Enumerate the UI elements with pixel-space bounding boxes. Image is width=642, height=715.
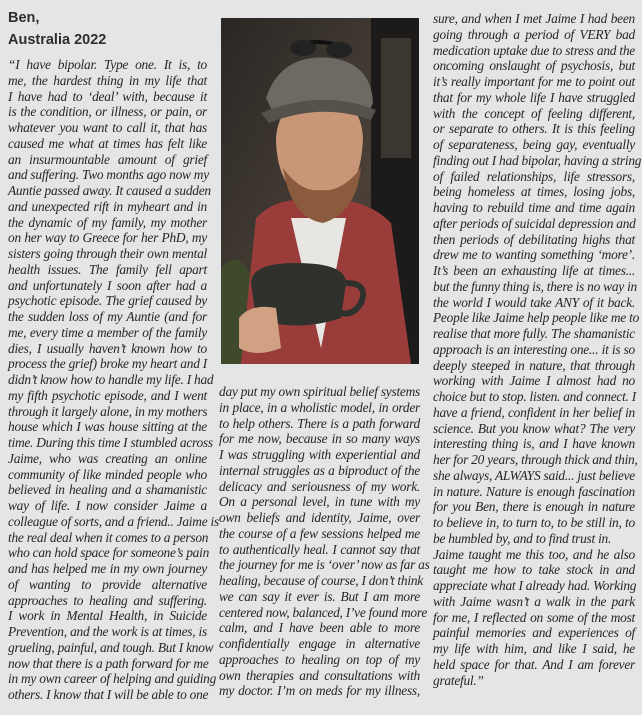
text-line: confidentially engage in alternative (219, 636, 420, 651)
text-line: me, the hardest thing in my life that (8, 72, 207, 88)
text-line: in my own career of helping and guiding (8, 671, 217, 687)
paragraph (433, 11, 642, 547)
text-line: of separateness, being gay, eventually (433, 137, 635, 152)
text-line: healing, because of course, I don’t think (219, 573, 423, 588)
text-line: grateful.” (433, 672, 484, 688)
text-line: we can say it ever is. But I am more (219, 588, 420, 604)
text-line: having to rebuild time and time again (433, 200, 635, 215)
text-line: approach is an interesting one... it is so (433, 341, 635, 357)
text-line: and has helped me in my own journey (8, 561, 207, 576)
text-column-3 (433, 11, 642, 688)
testimonial-author: Ben, (8, 10, 40, 26)
text-line: through it largely alone, in my mothers (8, 403, 208, 419)
text-line: own therapies and consultations with (219, 667, 420, 683)
text-line: I work in Mental Health, in Suicide (8, 608, 207, 624)
text-line: others. I know that I will be able to one (8, 687, 209, 702)
text-line: Jaime taught me this too, and he also (433, 546, 635, 562)
text-line: approaches to healing on top of my (219, 651, 420, 667)
text-line: sure, and when I met Jaime I had been (433, 11, 635, 26)
text-line: People like Jaime help people like me to (433, 310, 640, 326)
text-line: Prevention, and the work is at times, is (8, 624, 207, 639)
text-line: have a friend, confident in her belief in (433, 404, 635, 420)
text-line: held space for that. And I am forever (433, 656, 635, 672)
text-line: the world I would take ANY of it back. (433, 294, 635, 310)
testimonial-location-year: Australia 2022 (8, 32, 107, 48)
text-line: the real deal when it comes to a person (8, 529, 209, 545)
text-line: is the condition, or illness, or pain, or (8, 104, 207, 120)
text-line: me, every time a member of the family (8, 324, 207, 340)
text-line: for me, I reflected on some of the most (433, 609, 635, 625)
text-line: drew me to wanting something ‘more’. (433, 247, 635, 263)
text-line: that for my whole life I have struggled (433, 89, 635, 105)
text-line: time. During this time I stumbled across (8, 435, 213, 450)
text-line: “I have bipolar. Type one. It is, to (8, 57, 207, 72)
text-line: house which I was house sitting at the (8, 419, 207, 435)
text-line: painful memories and experiences of (433, 625, 635, 641)
text-line: sisters going through their own mental (8, 246, 207, 261)
paragraph (8, 57, 219, 703)
text-line: way of life. I now consider Jaime a (8, 498, 207, 513)
text-line: or separate to others. It is this feeling (433, 121, 635, 137)
text-line: believed in healing and a shamanistic (8, 482, 207, 498)
text-line: whatever you want to call it, that has (8, 120, 207, 135)
text-line: community of like minded people who (8, 466, 207, 482)
text-line: deeply steeped in nature, that through (433, 357, 635, 373)
text-line: being homeless at times, losing jobs, (433, 184, 635, 200)
text-line: calm, and I have been able to more (219, 620, 420, 636)
text-line: the dynamic of my family, my mother (8, 214, 207, 230)
text-line: she always, ALWAYS said... just believe (433, 467, 635, 483)
text-line: appreciate what I already had. Working (433, 578, 637, 593)
text-line: for you Ben, there is enough in nature (433, 499, 635, 515)
text-line: who can hold space for someone’s pain (8, 545, 210, 561)
text-line: choice but to stop. listen. and connect. I (433, 389, 636, 404)
text-line: the sudden loss of my Auntie (and for (8, 309, 207, 324)
text-line: internal struggles as a biproduct of the (219, 462, 420, 478)
text-line: be humbled by, and to find trust in. (433, 530, 612, 546)
text-line: caused me what at times has felt like (8, 135, 207, 151)
text-column-2 (219, 384, 430, 699)
text-line: It’s been an exhausting life at times... (433, 263, 635, 278)
text-line: and unexpected rift in myheart and in (8, 198, 207, 214)
text-line: the course of a few sessions helped me (219, 525, 420, 541)
text-line: Jaime, who was creating an online (8, 450, 207, 466)
text-line: process the grief) broke my heart and I (8, 356, 207, 372)
paragraph (433, 547, 635, 689)
text-line: delicacy and seriousness of my work. (219, 478, 420, 494)
text-line: to authentically heal. I cannot say that (219, 541, 420, 557)
text-line: and suffering. Two months ago now my (8, 167, 209, 183)
text-line: dies, I usually haven’t known how to (8, 340, 207, 356)
text-line: interesting thing is, and I have known (433, 436, 635, 452)
text-line: of failed relationships, life stressors, (433, 168, 635, 184)
text-line: now that there is a path forward for me (8, 655, 209, 671)
text-column-1 (8, 57, 219, 703)
text-line: the journey for me is ‘over’ now as far as (219, 557, 430, 573)
text-line: then periods of debilitating highs that (433, 231, 635, 247)
text-line: working with Jaime I almost had no (433, 373, 635, 389)
text-line: it’s really important for me to point out (433, 74, 635, 89)
text-line: realise that more fully. The shamanistic (433, 326, 635, 341)
text-line: Auntie passed away. It caused a sudden (8, 183, 211, 198)
text-line: going through a period of VERY bad (433, 26, 635, 42)
text-line: after periods of suicidal depression and (433, 215, 636, 231)
text-line: with the concept of feeling different, (433, 105, 635, 121)
text-line: her for 20 years, through thick and thin, (433, 452, 638, 467)
text-line: psychotic episode. The grief caused by (8, 293, 207, 309)
text-line: for me now, because in so many ways (219, 431, 420, 447)
text-line: my fifth psychotic episode, and I went (8, 387, 207, 403)
text-line: day put my own spiritual belief systems (219, 384, 420, 399)
text-line: On a personal level, in tune with my (219, 494, 420, 510)
text-line: but the funny thing is, there is no way in (433, 278, 637, 294)
text-line: my doctor. I’m on meds for my illness, (219, 683, 420, 699)
text-line: an insurmountable amount of grief (8, 151, 207, 167)
text-line: taught me how to take stock in and (433, 562, 635, 578)
text-line: to believe in, to turn to, to be still in, to (433, 515, 635, 530)
text-line: in nature. Nature is enough fascination (433, 483, 635, 499)
text-line: on her way to Greece for her PhD, my (8, 230, 207, 246)
text-line: I was struggling with experiential and (219, 447, 420, 462)
text-line: approaches to healing and suffering. (8, 592, 207, 608)
text-line: health issues. The family fell apart (8, 261, 207, 277)
text-line: and unfortunately I soon after had a (8, 277, 207, 293)
text-line: colleague of sorts, and a friend.. Jaime is (8, 513, 219, 529)
text-line: finding out I had bipolar, having a string (433, 152, 642, 168)
text-line: of wanting to provide alternative (8, 576, 207, 592)
text-line: own beliefs and identity, Jaime, over (219, 510, 420, 525)
text-line: oncoming onslaught of psychosis, but (433, 58, 635, 74)
portrait-photo (221, 18, 419, 364)
text-line: didn’t know how to handle my life. I had (8, 372, 214, 387)
text-line: I have had to ‘deal’ with, because it (8, 88, 207, 104)
text-line: in place, in a wholistic model, in order (219, 399, 420, 415)
text-line: centered now, balanced, I’ve found more (219, 604, 428, 620)
text-line: with Jaime wasn’t a walk in the park (433, 593, 635, 609)
text-line: to help others. There is a path forward (219, 415, 420, 431)
text-line: my life with him, and like I said, he (433, 641, 635, 656)
text-line: medication uptake due to stress and the (433, 42, 635, 58)
text-line: science. But you know what? The very (433, 420, 635, 436)
paragraph (219, 384, 430, 699)
text-line: grueling, painful, and tough. But I know (8, 639, 214, 655)
